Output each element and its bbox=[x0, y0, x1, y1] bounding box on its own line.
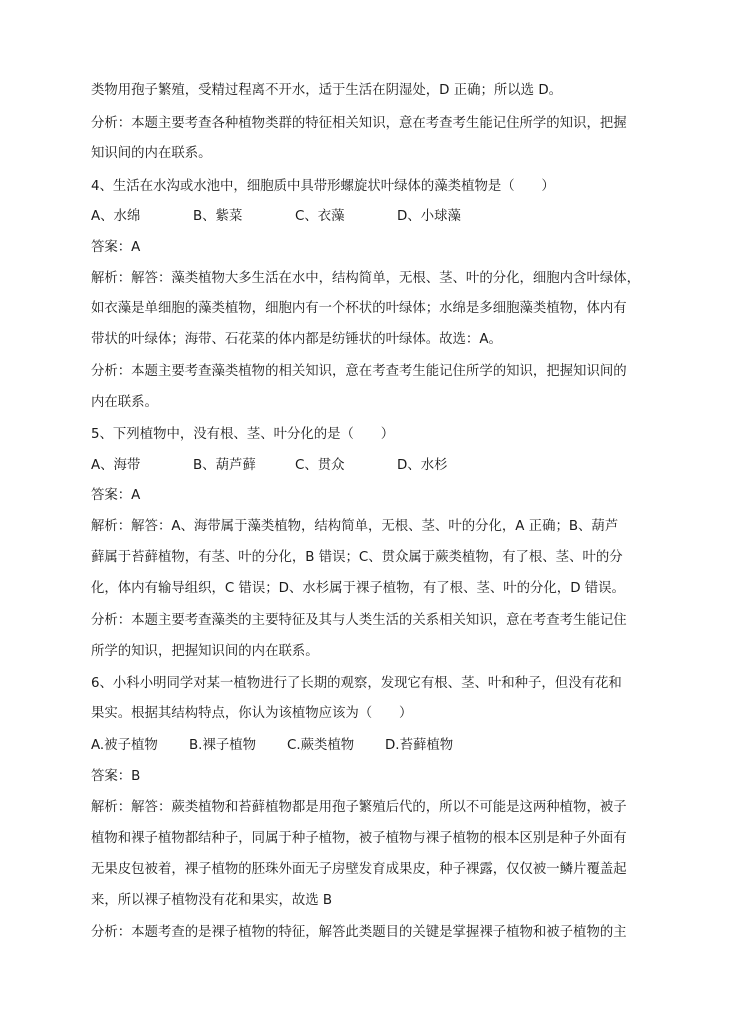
text-line: 无果皮包被着，裸子植物的胚珠外面无子房壁发育成果皮，种子裸露，仅仅被一鳞片覆盖起 bbox=[91, 862, 627, 877]
option-c: C、衣藻 bbox=[295, 209, 345, 224]
option-b: B、葫芦藓 bbox=[193, 458, 256, 473]
text-line: 类物用孢子繁殖，受精过程离不开水，适于生活在阴湿处，D 正确；所以选 D。 bbox=[91, 83, 563, 98]
text-line: 带状的叶绿体；海带、石花菜的体内都是纺锤状的叶绿体。故选：A。 bbox=[91, 332, 502, 347]
answer-5: 答案：A bbox=[91, 488, 141, 503]
option-c: C.蕨类植物 bbox=[287, 738, 355, 753]
text-line: 分析：本题主要考查各种植物类群的特征相关知识，意在考查考生能记住所学的知识，把握 bbox=[91, 116, 627, 131]
question-6-options bbox=[91, 736, 651, 756]
text-line: 果实。根据其结构特点，你认为该植物应该为（ ） bbox=[91, 706, 413, 721]
text-line: 植物和裸子植物都结种子，同属于种子植物，被子植物与裸子植物的根本区别是种子外面有 bbox=[91, 831, 627, 846]
question-4-options bbox=[91, 207, 651, 227]
text-line: 来，所以裸子植物没有花和果实，故选 B bbox=[91, 893, 333, 908]
text-line: 藓属于苔藓植物，有茎、叶的分化，B 错误；C、贯众属于蕨类植物，有了根、茎、叶的分 bbox=[91, 550, 623, 565]
question-5-options bbox=[91, 456, 651, 476]
text-line: 分析：本题主要考查藻类的主要特征及其与人类生活的关系相关知识，意在考查考生能记住 bbox=[91, 613, 627, 628]
text-line: 解析：解答：A、海带属于藻类植物，结构简单，无根、茎、叶的分化，A 正确；B、葫芦 bbox=[91, 519, 619, 534]
text-line: 内在联系。 bbox=[91, 395, 158, 410]
option-d: D、水杉 bbox=[397, 458, 448, 473]
question-5: 5、下列植物中，没有根、茎、叶分化的是（ ） bbox=[91, 427, 395, 442]
answer-4: 答案：A bbox=[91, 240, 141, 255]
text-line: 如衣藻是单细胞的藻类植物，细胞内有一个杯状的叶绿体；水绵是多细胞藻类植物，体内有 bbox=[91, 301, 627, 316]
text-line: 所学的知识，把握知识间的内在联系。 bbox=[91, 644, 319, 659]
question-6: 6、小科小明同学对某一植物进行了长期的观察，发现它有根、茎、叶和种子，但没有花和 bbox=[91, 676, 622, 691]
option-a: A、海带 bbox=[91, 458, 141, 473]
text-line: 解析：解答：蕨类植物和苔藓植物都是用孢子繁殖后代的，所以不可能是这两种植物，被子 bbox=[91, 800, 627, 815]
option-b: B、紫菜 bbox=[193, 209, 243, 224]
option-d: D、小球藻 bbox=[397, 209, 461, 224]
option-a: A、水绵 bbox=[91, 209, 141, 224]
answer-6: 答案：B bbox=[91, 769, 141, 784]
option-c: C、贯众 bbox=[295, 458, 345, 473]
question-4: 4、生活在水沟或水池中，细胞质中具带形螺旋状叶绿体的藻类植物是（ ） bbox=[91, 179, 555, 194]
option-d: D.苔藓植物 bbox=[385, 738, 454, 753]
text-line: 分析：本题主要考查藻类植物的相关知识，意在考查考生能记住所学的知识，把握知识间的 bbox=[91, 364, 627, 379]
text-line: 分析：本题考查的是裸子植物的特征，解答此类题目的关键是掌握裸子植物和被子植物的主 bbox=[91, 925, 627, 940]
text-line: 解析：解答：藻类植物大多生活在水中，结构简单，无根、茎、叶的分化，细胞内含叶绿体， bbox=[91, 271, 641, 286]
text-line: 化，体内有输导组织，C 错误；D、水杉属于裸子植物，有了根、茎、叶的分化，D 错误。 bbox=[91, 581, 625, 596]
option-b: B.裸子植物 bbox=[189, 738, 257, 753]
option-a: A.被子植物 bbox=[91, 738, 158, 753]
text-line: 知识间的内在联系。 bbox=[91, 146, 212, 161]
